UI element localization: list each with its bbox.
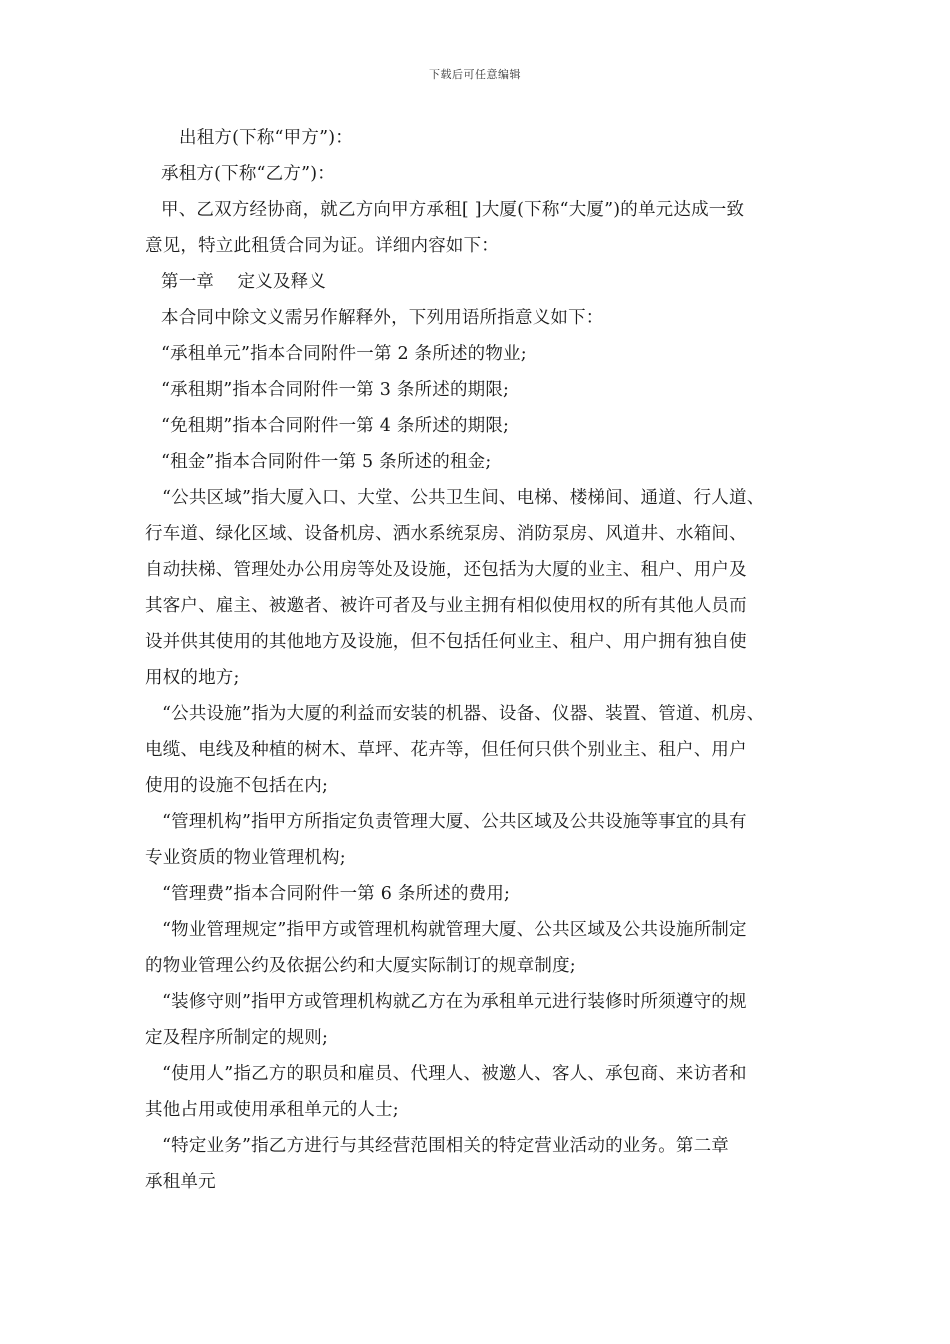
paragraph-line: 本合同中除文义需另作解释外，下列用语所指意义如下： <box>161 308 604 328</box>
paragraph-line: 意见，特立此租赁合同为证。详细内容如下： <box>145 236 499 256</box>
paragraph-line: 专业资质的物业管理机构; <box>145 848 346 868</box>
paragraph-line: 甲、乙双方经协商，就乙方向甲方承租[ ]大厦(下称“大厦”)的单元达成一致 <box>161 200 745 220</box>
definition-line: “特定业务”指乙方进行与其经营范围相关的特定营业活动的业务。第二章 <box>162 1136 729 1156</box>
paragraph-line: 出租方(下称“甲方”)： <box>179 128 353 148</box>
definition-line: “物业管理规定”指甲方或管理机构就管理大厦、公共区域及公共设施所制定 <box>162 920 747 940</box>
paragraph-line: 承租方(下称“乙方”)： <box>161 164 335 184</box>
paragraph-line: 自动扶梯、管理处办公用房等处及设施，还包括为大厦的业主、租户、用户及 <box>145 560 747 580</box>
definition-line: “公共区域”指大厦入口、大堂、公共卫生间、电梯、楼梯间、通道、行人道、 <box>162 488 765 508</box>
definition-line: “管理费”指本合同附件一第 6 条所述的费用; <box>162 884 511 904</box>
paragraph-line: 用权的地方; <box>145 668 240 688</box>
chapter-heading: 第一章 定义及释义 <box>161 272 327 292</box>
paragraph-line: 设并供其使用的其他地方及设施，但不包括任何业主、租户、用户拥有独自使 <box>145 632 747 652</box>
paragraph-line: 电缆、电线及种植的树木、草坪、花卉等，但任何只供个别业主、租户、用户 <box>145 740 747 760</box>
definition-line: “租金”指本合同附件一第 5 条所述的租金; <box>161 452 492 472</box>
paragraph-line: 行车道、绿化区域、设备机房、洒水系统泵房、消防泵房、风道井、水箱间、 <box>145 524 747 544</box>
definition-line: “装修守则”指甲方或管理机构就乙方在为承租单元进行装修时所须遵守的规 <box>162 992 747 1012</box>
paragraph-line: 使用的设施不包括在内; <box>145 776 329 796</box>
definition-line: “承租期”指本合同附件一第 3 条所述的期限; <box>161 380 510 400</box>
definition-line: “管理机构”指甲方所指定负责管理大厦、公共区域及公共设施等事宜的具有 <box>162 812 747 832</box>
definition-line: “承租单元”指本合同附件一第 2 条所述的物业; <box>161 344 527 364</box>
definition-line: “免租期”指本合同附件一第 4 条所述的期限; <box>161 416 510 436</box>
paragraph-line: 定及程序所制定的规则; <box>145 1028 329 1048</box>
paragraph-line: 其客户、雇主、被邀者、被许可者及与业主拥有相似使用权的所有其他人员而 <box>145 596 747 616</box>
paragraph-line: 其他占用或使用承租单元的人士; <box>145 1100 399 1120</box>
chapter-heading: 承租单元 <box>145 1172 216 1192</box>
paragraph-line: 的物业管理公约及依据公约和大厦实际制订的规章制度; <box>145 956 576 976</box>
definition-line: “公共设施”指为大厦的利益而安装的机器、设备、仪器、装置、管道、机房、 <box>162 704 765 724</box>
contract-body <box>145 120 805 1200</box>
page-header-note: 下载后可任意编辑 <box>429 68 521 81</box>
definition-line: “使用人”指乙方的职员和雇员、代理人、被邀人、客人、承包商、来访者和 <box>162 1064 747 1084</box>
